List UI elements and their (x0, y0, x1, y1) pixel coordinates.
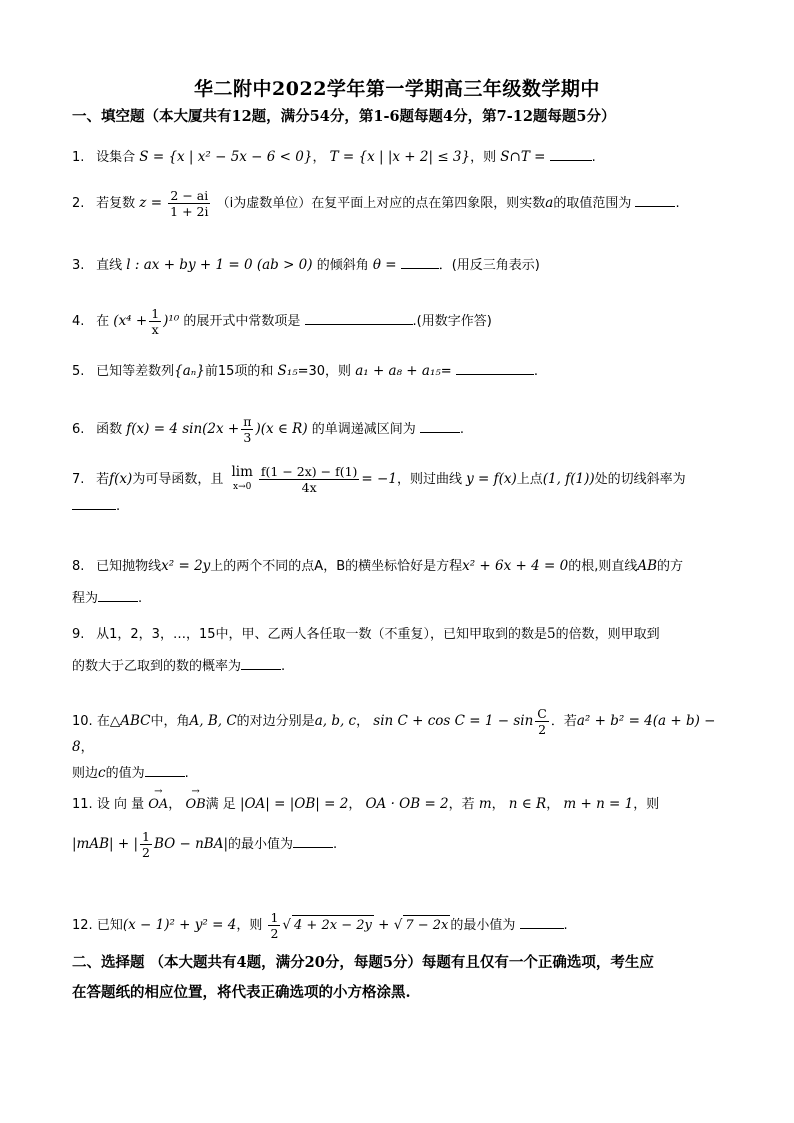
fraction: $\frac{1}{2}$ (270, 910, 279, 941)
question-1: 1. 设集合 S = {x | x² − 5x − 6 < 0}， T = {x | |x + 2| ≤ 3}，则 S∩T = . (72, 146, 732, 168)
question-2: 2. 若复数 z = $\frac{2 - ai}{1 + 2i}$ （i为虚数单位）在复平面上对应的点在第四象限，则实数a的取值范围为 . (72, 188, 680, 219)
answer-blank[interactable] (241, 655, 281, 670)
question-4: 4. 在 (x⁴ + $\frac{1}{x}$ )¹⁰ 的展开式中常数项是 .(用数字作答) (72, 306, 492, 337)
question-10: 10. 在△ABC中，角A, B, C的对边分别是a, b, c， sin C + cos C = 1 − sin $\frac{C}{2}$ ．若a² + b² = 4(a + b) − 8， 则边c的值为 . (72, 706, 716, 781)
fraction: $\frac{C}{2}$ (537, 706, 547, 737)
answer-blank[interactable] (401, 254, 439, 269)
question-12: 12. 已知(x − 1)² + y² = 4，则 $\frac{1}{2}$ √ 4 + 2x − 2y + √ 7 − 2x 的最小值为 . (72, 910, 568, 941)
fraction: $\frac{\pi}{3}$ (243, 414, 252, 445)
answer-blank[interactable] (72, 495, 116, 510)
answer-blank[interactable] (550, 146, 592, 161)
section-2-heading: 二、选择题 （本大题共有4题，满分20分，每题5分）每题有且仅有一个正确选项，考生应 在答题纸的相应位置，将代表正确选项的小方格涂黑. (72, 954, 654, 1001)
question-3: 3. 直线 l : ax + by + 1 = 0 (ab > 0) 的倾斜角 θ = ．(用反三角表示) (72, 254, 732, 276)
answer-blank[interactable] (520, 914, 564, 929)
limit: lim x→0 (231, 463, 253, 492)
question-5: 5. 已知等差数列{aₙ}前15项的和 S₁₅=30，则 a₁ + a₈ + a₁₅= . (72, 360, 732, 382)
sqrt-term: 7 − 2x (403, 915, 450, 936)
answer-blank[interactable] (420, 418, 460, 433)
fraction: $\frac{1}{x}$ (151, 306, 160, 337)
answer-blank[interactable] (456, 360, 534, 375)
answer-blank[interactable] (98, 587, 138, 602)
answer-blank[interactable] (293, 833, 333, 848)
page-title: 华二附中2022学年第一学期高三年级数学期中 (194, 78, 600, 100)
question-6: 6. 函数 f(x) = 4 sin(2x + $\frac{\pi}{3}$ )(x ∈ R) 的单调递减区间为 . (72, 414, 465, 445)
question-7: 7. 若f(x)为可导函数，且 lim x→0 $\frac{f(1 - 2x) - f(1)}{4x}$ = −1，则过曲线 y = f(x)上点(1, f(1))处的切线斜率为 . (72, 463, 686, 514)
question-11: 11. 设 向 量 → OA， → OB满 足 |OA| = |OB| = 2， OA · OB = 2，若 m， n ∈ R， m + n = 1，则 |mAB| + | $\frac{1}{2}$ BO − nBA|的最小值为 . (72, 794, 732, 860)
fraction: $\frac{f(1 - 2x) - f(1)}{4x}$ (260, 464, 358, 495)
section-1-heading: 一、填空题（本大厦共有12题，满分54分，第1-6题每题4分，第7-12题每题5分） (72, 108, 616, 125)
answer-blank[interactable] (145, 762, 185, 777)
fraction: $\frac{2 - ai}{1 + 2i}$ (170, 188, 209, 219)
question-8: 8. 已知抛物线x² = 2y上的两个不同的点A，B的横坐标恰好是方程x² + 6x + 4 = 0的根,则直线AB的方 程为 . (72, 558, 684, 606)
answer-blank[interactable] (305, 310, 413, 325)
sqrt-term: 4 + 2x − 2y (292, 915, 374, 936)
answer-blank[interactable] (635, 192, 675, 207)
question-9: 9. 从1，2，3，…，15中，甲、乙两人各任取一数（不重复），已知甲取到的数是5的倍数，则甲取到 的数大于乙取到的数的概率为 . (72, 626, 660, 674)
fraction: $\frac{1}{2}$ (142, 829, 150, 860)
